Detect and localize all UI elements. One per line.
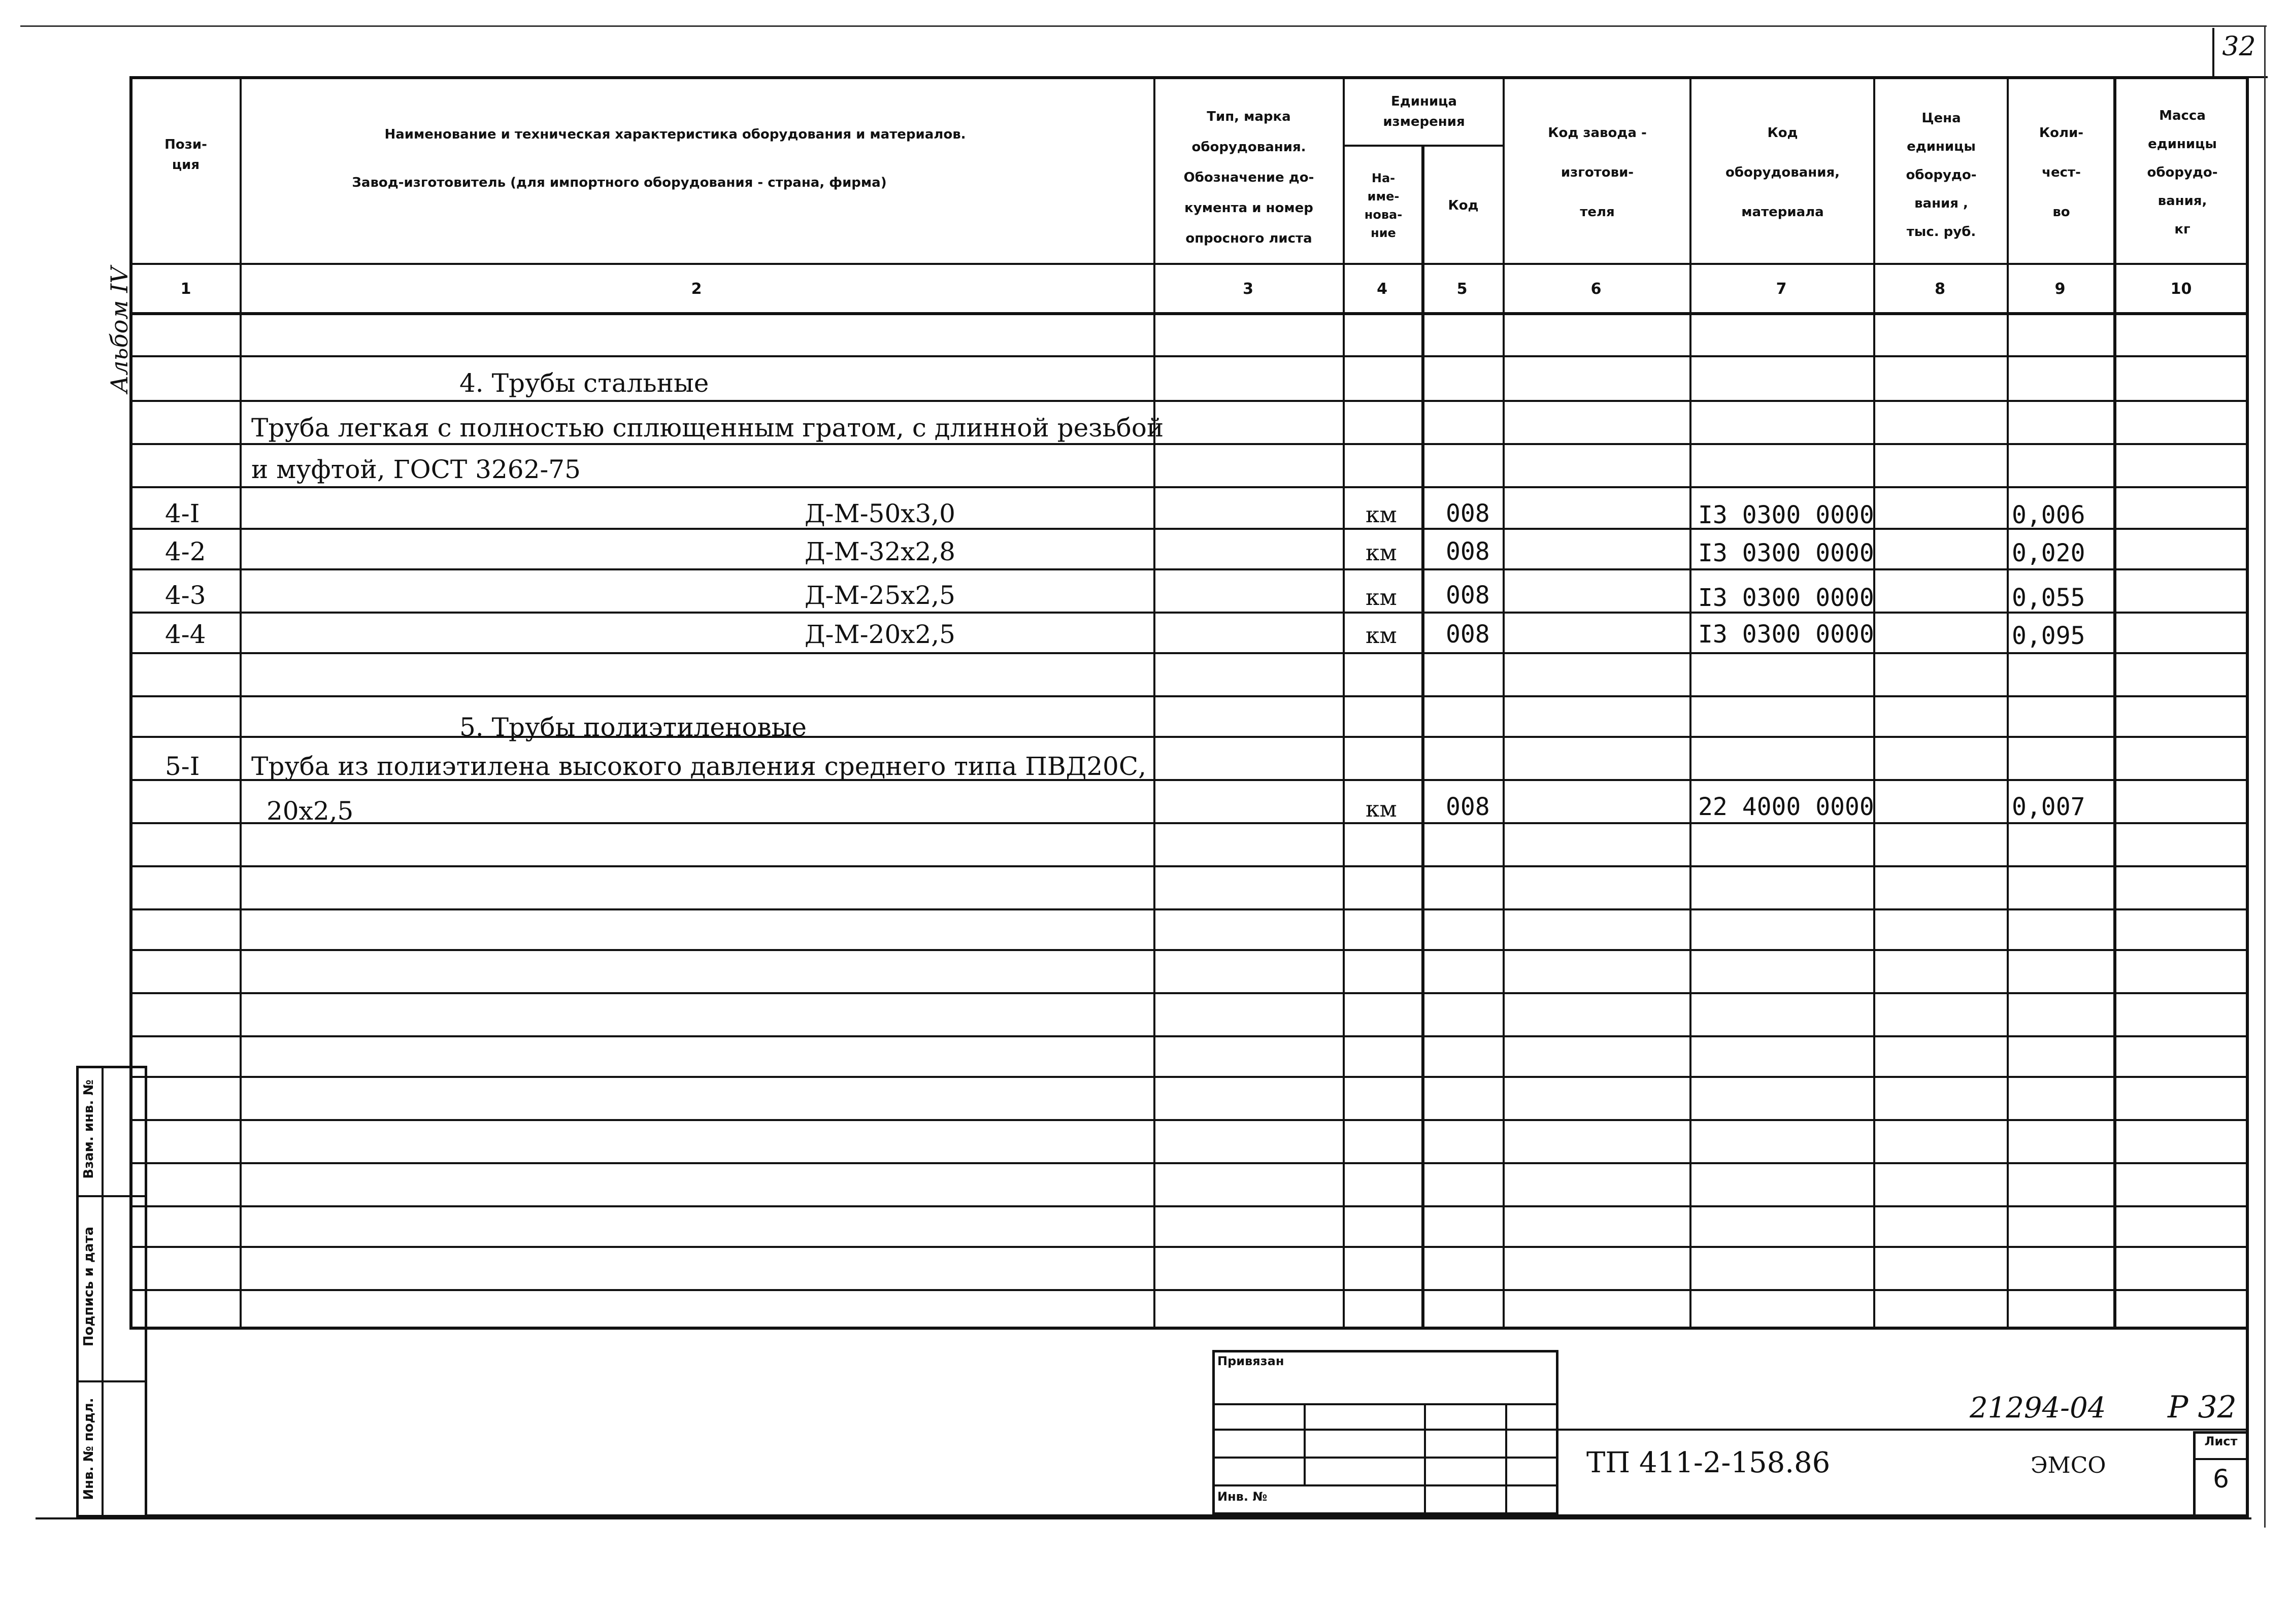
colnum-8: 8 (1935, 280, 1945, 298)
section5-title: 5. Трубы полиэтиленовые (459, 713, 807, 742)
table-row-rule (132, 355, 2246, 357)
item-quantity: 0,006 (2012, 501, 2085, 529)
header-price: Цена единицы оборудо- вания , тыс. руб. (1906, 111, 1977, 240)
table-row-rule (132, 1035, 2246, 1037)
item-equipment-code: I3 0300 0000 (1698, 584, 1874, 612)
item-name: Д-М-25х2,5 (805, 581, 955, 610)
table-row-rule (132, 612, 2246, 614)
item-pos: 4-I (165, 499, 200, 528)
pb-v1 (1304, 1403, 1306, 1484)
table-row-rule (132, 1205, 2246, 1207)
side-stamp-line-1 (76, 1195, 147, 1197)
item-quantity: 0,020 (2012, 539, 2085, 567)
colnum-5: 5 (1456, 280, 1468, 298)
side-stamp-vline (102, 1066, 104, 1517)
item5-quantity: 0,007 (2012, 793, 2085, 821)
inv-no-label: Инв. № (1217, 1490, 1268, 1504)
side-stamp-vzam: Взам. инв. № (81, 1079, 96, 1179)
item-name: Д-М-32х2,8 (805, 537, 955, 566)
table-row-rule (132, 1119, 2246, 1121)
table-row-rule (132, 652, 2246, 654)
section4-desc-line2: и муфтой, ГОСТ 3262-75 (251, 455, 581, 484)
header-mass: Масса единицы оборудо- вания, кг (2147, 108, 2218, 237)
header-position: Пози- ция (164, 137, 207, 173)
item-name: Д-М-20х2,5 (805, 620, 955, 649)
table-row-rule (132, 1289, 2246, 1291)
sheet-box-divider (2193, 1458, 2249, 1460)
header-factory-code: Код завода - изготови- теля (1548, 125, 1647, 220)
header-name-line1: Наименование и техническая характеристика оборудования и материалов. (384, 127, 966, 142)
page-corner-number: 32 (2222, 31, 2256, 62)
table-row-rule (132, 908, 2246, 910)
side-stamp-inv-podl: Инв. № подл. (81, 1398, 96, 1500)
table-row-rule (132, 736, 2246, 738)
privyazan-label: Привязан (1217, 1354, 1284, 1368)
header-quantity: Коли- чест- во (2039, 125, 2084, 220)
colnum-9: 9 (2054, 280, 2066, 298)
table-row-rule (132, 949, 2246, 951)
colnum-3: 3 (1243, 280, 1253, 298)
title-block-bottom (36, 1517, 2251, 1519)
item-unit: км (1366, 585, 1397, 611)
header-type: Тип, марка оборудования. Обозначение до- кумента и номер опросного листа (1183, 109, 1314, 246)
table-row-rule (132, 400, 2246, 402)
item5-equipment-code: 22 4000 0000 (1698, 793, 1874, 821)
item-pos: 4-4 (165, 620, 206, 649)
org-name: ЭМСО (2031, 1452, 2106, 1478)
header-unit: Единица измерения (1383, 94, 1465, 129)
table-row-rule (132, 822, 2246, 824)
item-pos: 4-3 (165, 581, 206, 610)
item-unit: км (1366, 502, 1397, 528)
item-unit-code: 008 (1446, 499, 1490, 528)
colnum-7: 7 (1776, 280, 1787, 298)
doc-line (1558, 1429, 2249, 1431)
section4-title: 4. Трубы стальные (459, 368, 709, 398)
table-row-rule (132, 992, 2246, 994)
item-quantity: 0,055 (2012, 584, 2085, 612)
side-stamp-podpis: Подпись и дата (81, 1226, 96, 1347)
item5-size: 20х2,5 (267, 796, 354, 826)
colnum-10: 10 (2170, 280, 2192, 298)
item-equipment-code: I3 0300 0000 (1698, 620, 1874, 649)
handwritten-code: 21294-04 (1970, 1392, 2106, 1425)
item-quantity: 0,095 (2012, 622, 2085, 650)
colnum-6: 6 (1590, 280, 1602, 298)
handwritten-sheet: Р 32 (2168, 1390, 2237, 1425)
sheet-label: Лист (2204, 1434, 2238, 1448)
item-name: Д-М-50х3,0 (805, 499, 955, 528)
item-pos: 4-2 (165, 537, 206, 566)
unit-subheader-line (1343, 145, 1503, 147)
item-unit: км (1366, 623, 1397, 649)
top-edge-line (20, 25, 2267, 27)
item5-unit: км (1366, 796, 1397, 822)
pb-v3 (1505, 1403, 1507, 1515)
doc-designation: ТП 411-2-158.86 (1586, 1446, 1831, 1479)
table-row-rule (132, 1246, 2246, 1248)
colnum-2: 2 (691, 280, 702, 298)
table-row-rule (132, 528, 2246, 530)
header-unit-name: На- име- нова- ние (1364, 171, 1403, 240)
table-row-rule (132, 1162, 2246, 1164)
section4-desc-line1: Труба легкая с полностью сплющенным гратом, с длинной резьбой (251, 413, 1164, 443)
table-row-rule (132, 695, 2246, 697)
table-row-rule (132, 1076, 2246, 1078)
item5-pos: 5-I (165, 752, 200, 781)
header-equipment-code: Код оборудования, материала (1725, 125, 1840, 220)
colnum-4: 4 (1377, 280, 1387, 298)
item-unit-code: 008 (1446, 620, 1490, 649)
header-unit-code: Код (1448, 198, 1479, 213)
colnum-1: 1 (180, 280, 191, 298)
item5-desc: Труба из полиэтилена высокого давления среднего типа ПВД20С, (251, 752, 1147, 781)
sheet-number: 6 (2213, 1464, 2229, 1494)
right-edge-line (2264, 25, 2266, 1528)
table-row-rule (132, 568, 2246, 570)
title-block-outer (147, 1330, 2249, 1517)
table-row-rule (132, 865, 2246, 867)
item-unit-code: 008 (1446, 581, 1490, 610)
pb-v2 (1424, 1403, 1426, 1515)
album-label: Альбом IV (106, 266, 133, 393)
item-unit: км (1366, 540, 1397, 566)
item-equipment-code: I3 0300 0000 (1698, 539, 1874, 567)
item-unit-code: 008 (1446, 537, 1490, 566)
item5-unit-code: 008 (1446, 793, 1490, 821)
header-name-line2: Завод-изготовитель (для импортного оборудования - страна, фирма) (352, 175, 887, 190)
item-equipment-code: I3 0300 0000 (1698, 501, 1874, 529)
